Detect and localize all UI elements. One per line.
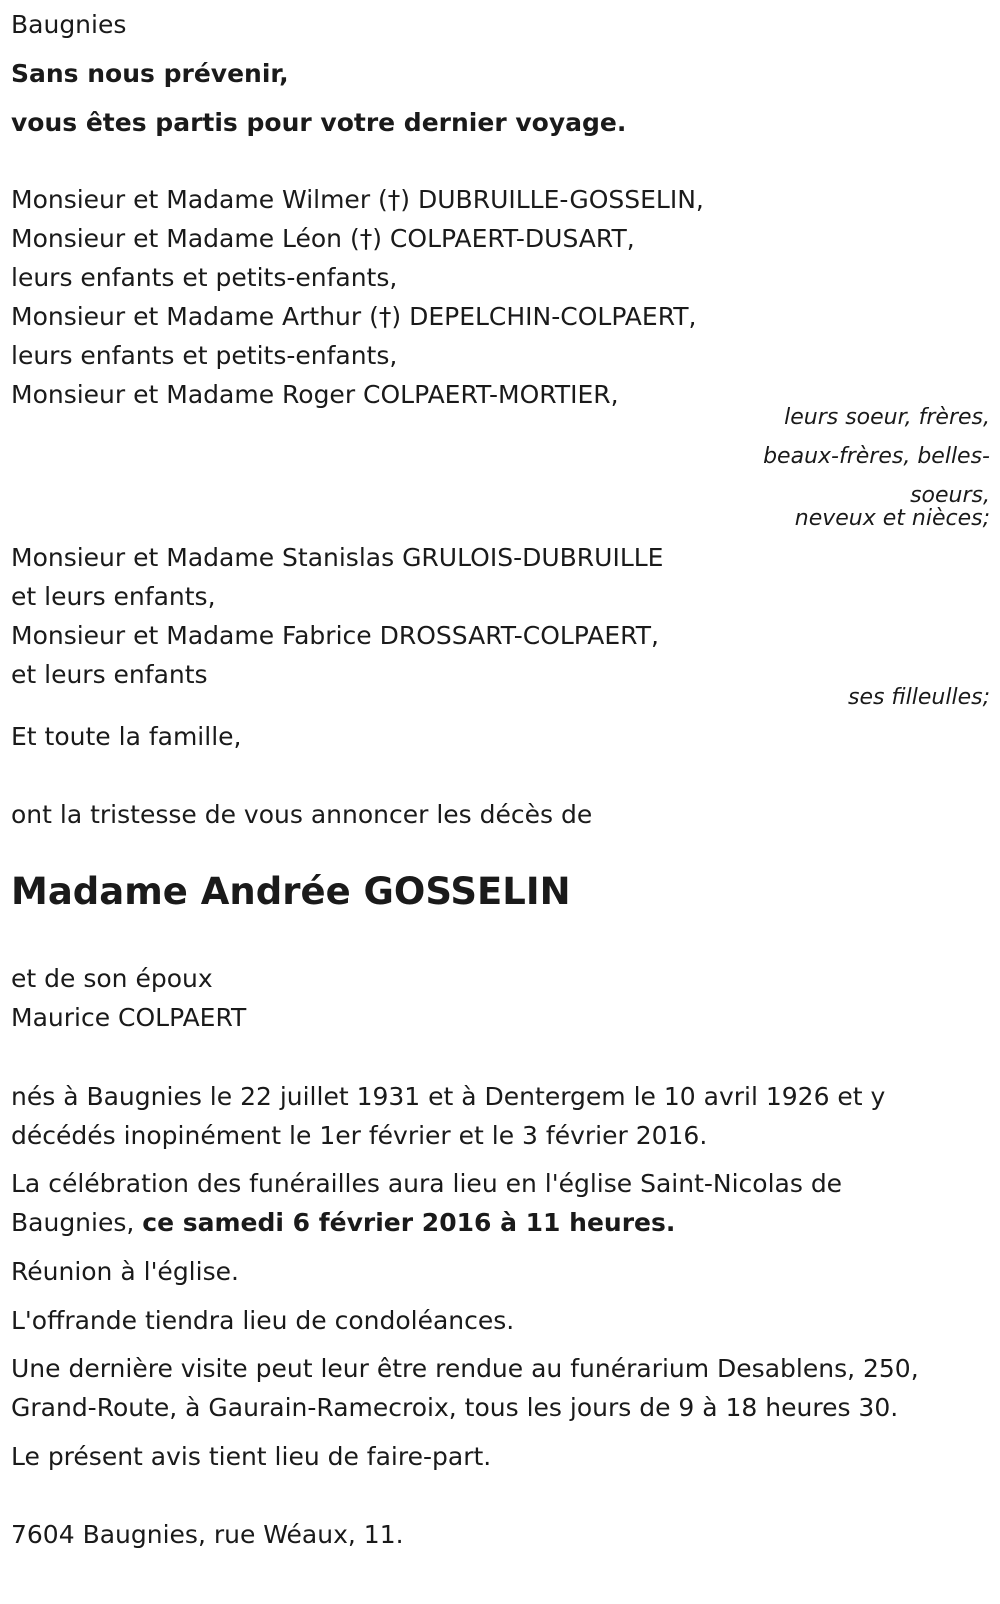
relation-line: soeurs, (910, 483, 990, 508)
heading-line-2: vous êtes partis pour votre dernier voyage. (11, 108, 627, 137)
family-line: Monsieur et Madame Stanislas GRULOIS-DUBRUILLE (11, 543, 664, 572)
whole-family-line: Et toute la famille, (11, 722, 242, 751)
announcement-line: ont la tristesse de vous annoncer les décès de (11, 800, 593, 829)
funeral-date-text: ce samedi 6 février 2016 à 11 heures. (142, 1208, 676, 1237)
heading-line-1: Sans nous prévenir, (11, 59, 289, 88)
family-line: Monsieur et Madame Roger COLPAERT-MORTIER, (11, 380, 619, 409)
notice-line: Le présent avis tient lieu de faire-part. (11, 1442, 492, 1471)
spouse-name: Maurice COLPAERT (11, 1003, 247, 1032)
relation-line: neveux et nièces; (794, 506, 990, 531)
address-line: 7604 Baugnies, rue Wéaux, 11. (11, 1520, 404, 1549)
family-line: et leurs enfants (11, 660, 208, 689)
birth-death-line-2: décédés inopinément le 1er février et le 3 février 2016. (11, 1121, 708, 1150)
family-line: Monsieur et Madame Fabrice DROSSART-COLPAERT, (11, 621, 659, 650)
funeral-line-2 (11, 1203, 675, 1242)
deceased-name: Madame Andrée GOSSELIN (11, 870, 571, 913)
visit-line-2: Grand-Route, à Gaurain-Ramecroix, tous les jours de 9 à 18 heures 30. (11, 1393, 899, 1422)
relation-line: leurs soeur, frères, (784, 405, 990, 430)
funeral-line-1: La célébration des funérailles aura lieu en l'église Saint-Nicolas de (11, 1169, 843, 1198)
visit-line-1: Une dernière visite peut leur être rendue au funérarium Desablens, 250, (11, 1354, 919, 1383)
family-line: leurs enfants et petits-enfants, (11, 263, 398, 292)
family-line: leurs enfants et petits-enfants, (11, 341, 398, 370)
place-label: Baugnies (11, 10, 127, 39)
family-line: Monsieur et Madame Wilmer (†) DUBRUILLE-GOSSELIN, (11, 185, 704, 214)
family-line: Monsieur et Madame Arthur (†) DEPELCHIN-COLPAERT, (11, 302, 697, 331)
family-line: Monsieur et Madame Léon (†) COLPAERT-DUSART, (11, 224, 635, 253)
funeral-place-text: Baugnies, (11, 1208, 143, 1237)
birth-death-line-1: nés à Baugnies le 22 juillet 1931 et à Dentergem le 10 avril 1926 et y (11, 1082, 886, 1111)
relation-godchildren: ses filleulles; (847, 685, 990, 710)
relation-line: beaux-frères, belles- (763, 444, 990, 469)
family-line: et leurs enfants, (11, 582, 216, 611)
spouse-intro: et de son époux (11, 964, 213, 993)
offering-line: L'offrande tiendra lieu de condoléances. (11, 1306, 515, 1335)
meeting-line: Réunion à l'église. (11, 1257, 239, 1286)
